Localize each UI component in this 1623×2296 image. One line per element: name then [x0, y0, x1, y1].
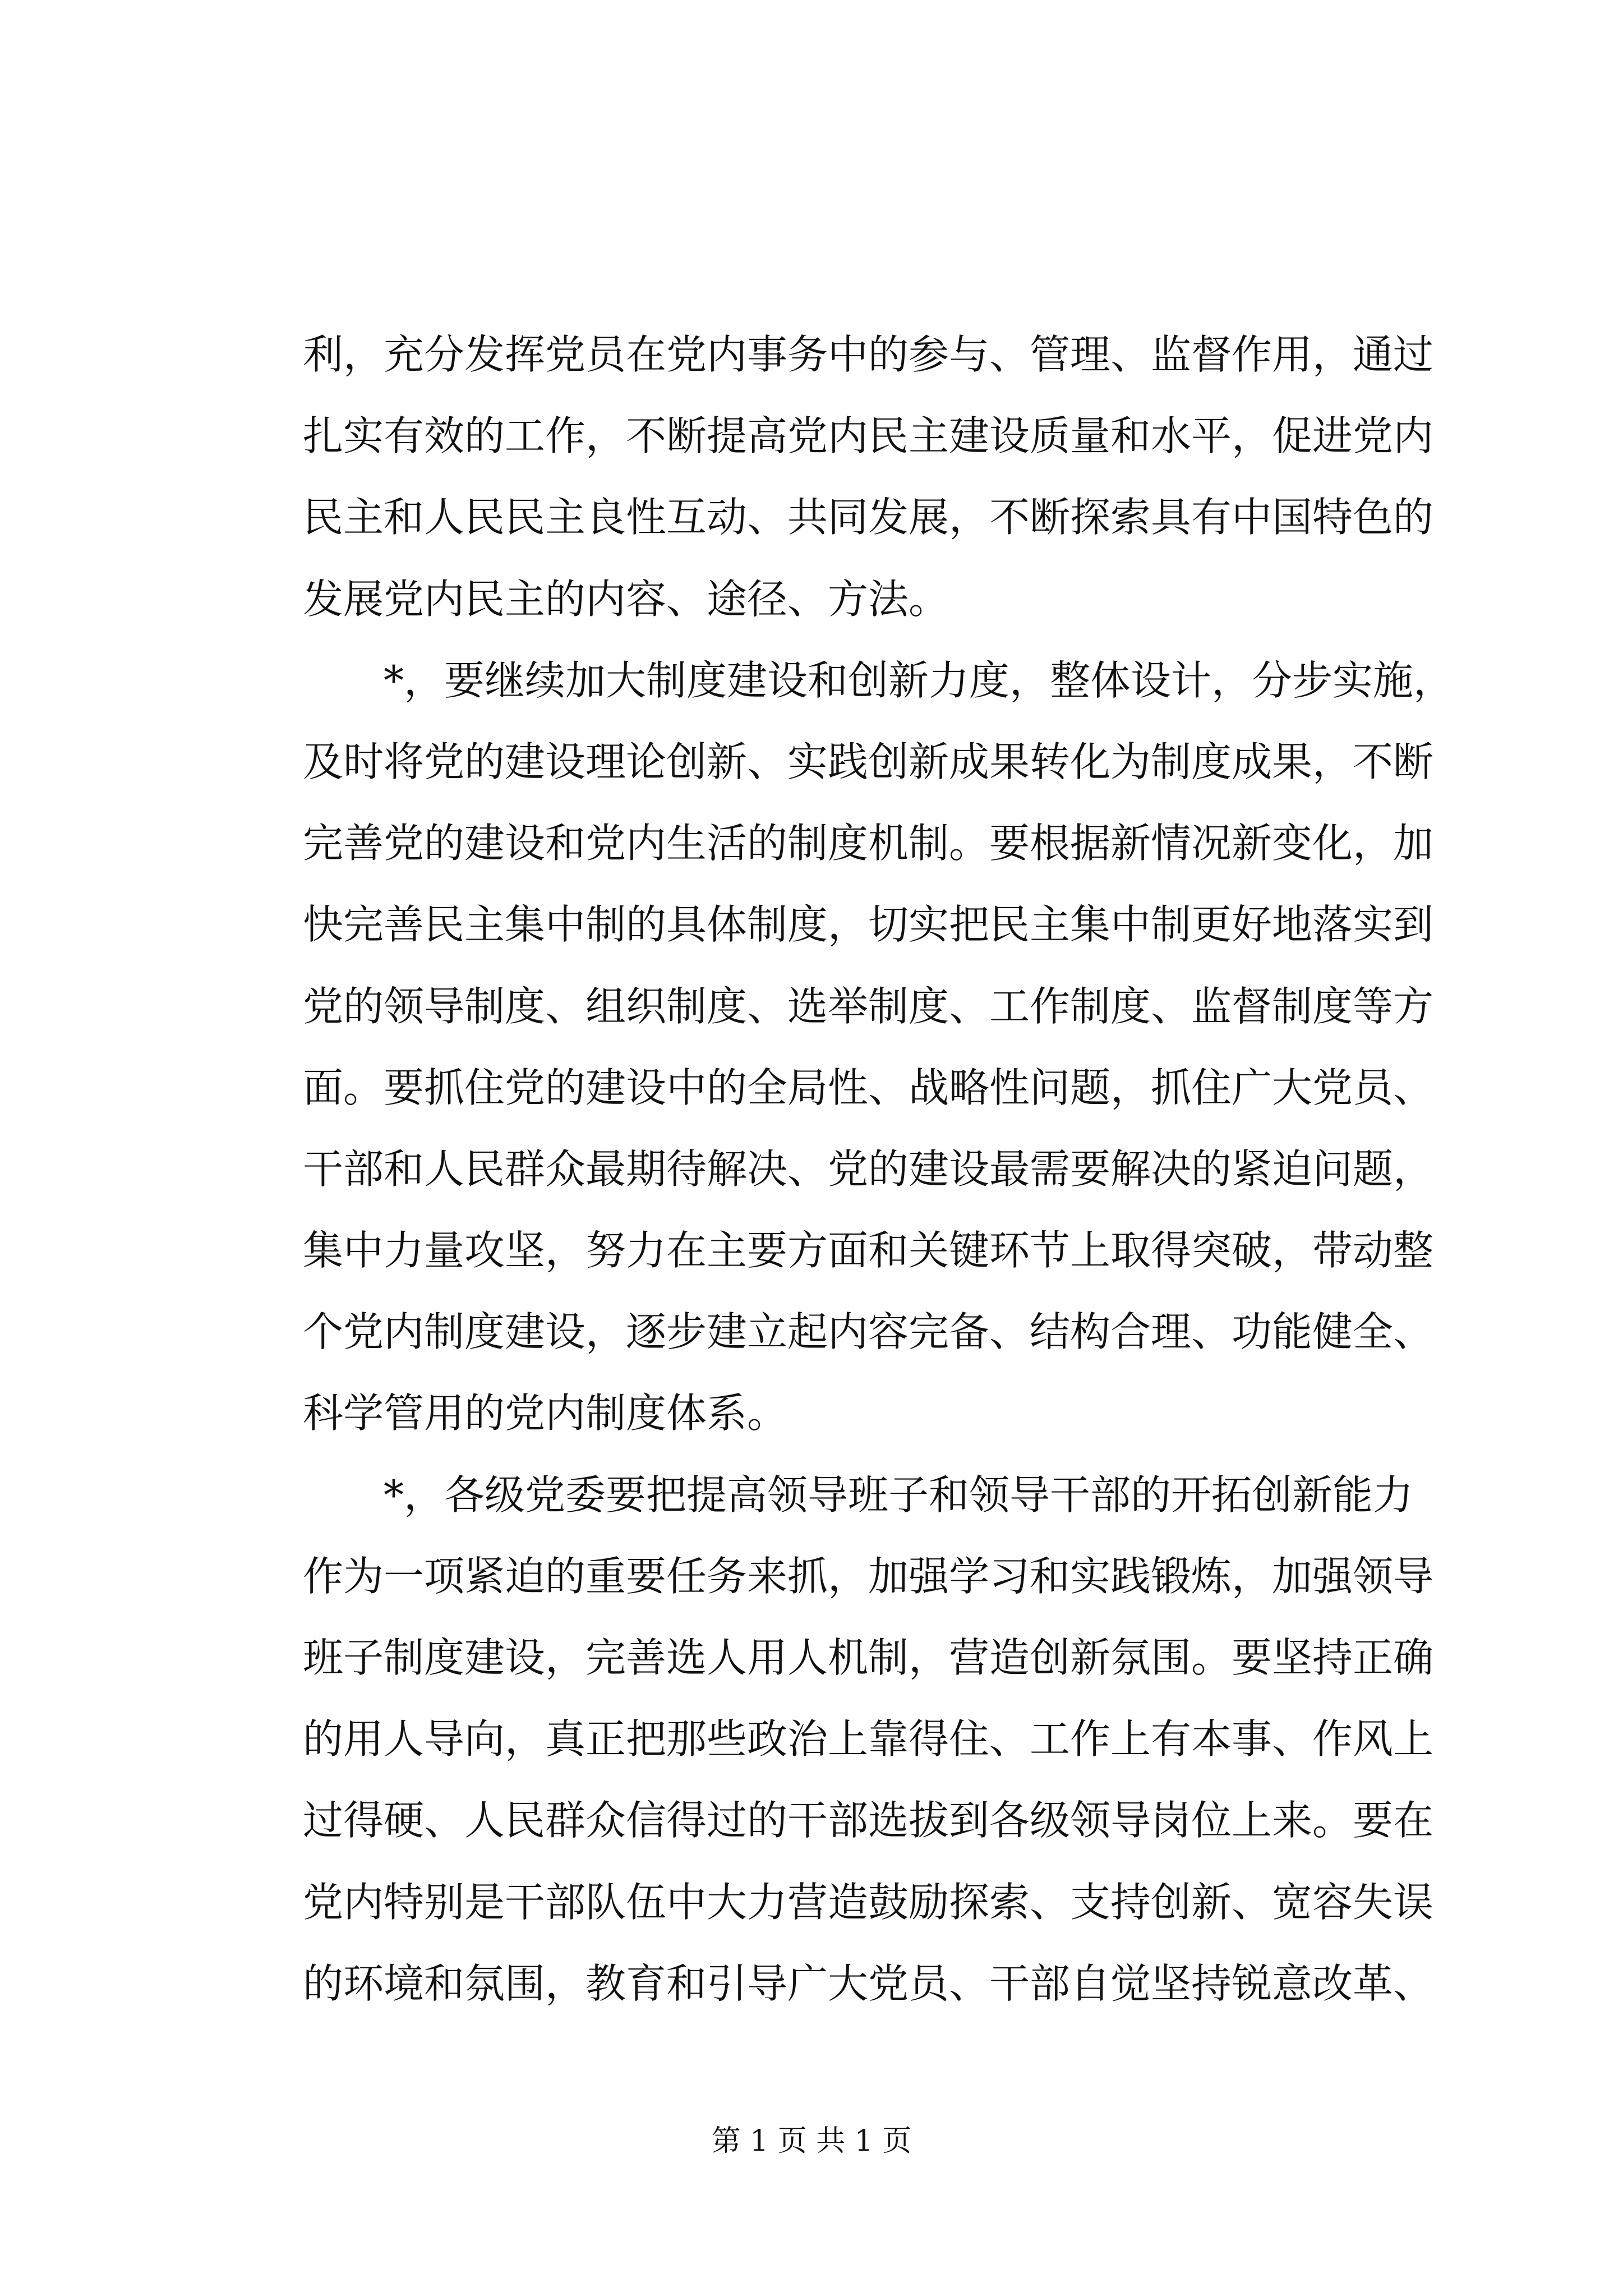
text-line: 个党内制度建设，逐步建立起内容完备、结构合理、功能健全、	[303, 1308, 1434, 1356]
text-line: 快完善民主集中制的具体制度，切实把民主集中制更好地落实到	[303, 901, 1434, 949]
text-line: 扎实有效的工作，不断提高党内民主建设质量和水平，促进党内	[303, 412, 1434, 460]
text-line: 利，充分发挥党员在党内事务中的参与、管理、监督作用，通过	[303, 331, 1434, 378]
page-footer	[0, 2123, 1623, 2159]
page-number-label: 第 1 页 共 1 页	[711, 2124, 912, 2158]
text-line: *，各级党委要把提高领导班子和领导干部的开拓创新能力	[384, 1471, 1414, 1519]
text-line: 干部和人民群众最期待解决、党的建设最需要解决的紧迫问题，	[303, 1145, 1434, 1193]
text-line: 民主和人民民主良性互动、共同发展，不断探索具有中国特色的	[303, 494, 1434, 541]
text-line: 党的领导制度、组织制度、选举制度、工作制度、监督制度等方	[303, 982, 1434, 1030]
text-line: *，要继续加大制度建设和创新力度，整体设计，分步实施，	[384, 656, 1454, 704]
text-line: 作为一项紧迫的重要任务来抓，加强学习和实践锻炼，加强领导	[303, 1552, 1434, 1600]
body-text	[303, 314, 1454, 2024]
text-line: 过得硬、人民群众信得过的干部选拔到各级领导岗位上来。要在	[303, 1797, 1434, 1844]
text-line: 的用人导向，真正把那些政治上靠得住、工作上有本事、作风上	[303, 1715, 1434, 1763]
text-line: 发展党内民主的内容、途径、方法。	[303, 575, 949, 623]
text-line: 面。要抓住党的建设中的全局性、战略性问题，抓住广大党员、	[303, 1064, 1434, 1111]
text-line: 班子制度建设，完善选人用人机制，营造创新氛围。要坚持正确	[303, 1634, 1434, 1681]
text-line: 集中力量攻坚，努力在主要方面和关键环节上取得突破，带动整	[303, 1227, 1434, 1274]
text-line: 的环境和氛围，教育和引导广大党员、干部自觉坚持锐意改革、	[303, 1959, 1434, 2007]
text-line: 及时将党的建设理论创新、实践创新成果转化为制度成果，不断	[303, 738, 1434, 785]
text-line: 科学管用的党内制度体系。	[303, 1389, 788, 1437]
text-line: 完善党的建设和党内生活的制度机制。要根据新情况新变化，加	[303, 820, 1434, 867]
text-line: 党内特别是干部队伍中大力营造鼓励探索、支持创新、宽容失误	[303, 1878, 1434, 1926]
